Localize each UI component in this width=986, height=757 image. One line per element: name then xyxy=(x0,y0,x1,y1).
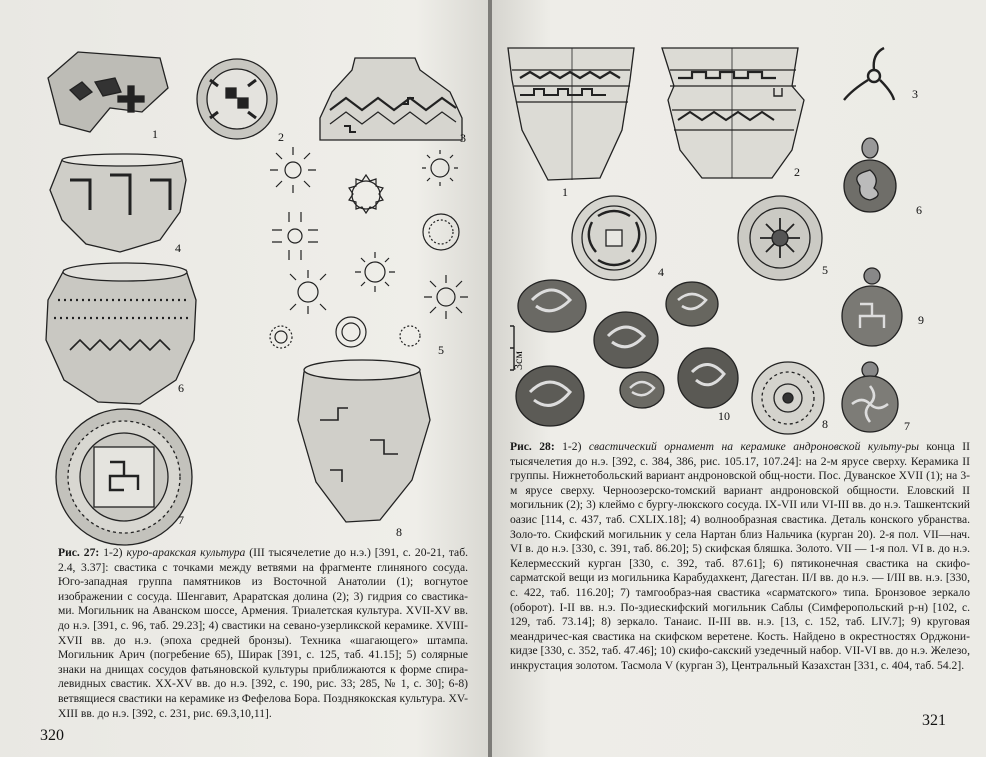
fig27-label-4: 4 xyxy=(175,241,181,255)
left-page xyxy=(0,0,490,757)
caption-body: (III тысячелетие до н.э.) [391, с. 20-21, таб. 2.4, 3.37]: свастика с точками между ветвями на фрагменте глиняного сосуда. Юго-западная группа памятников из Восточной Анатолии (1); вогнутое изображении с сосуда. Шенгавит, Араратская долина (2); 3) гидрия со свастика-ми. Могильник на Аванском шоссе, Армения. Триалетская культура. XVII-XV вв. до н.э. [391, с. 96, таб. 29.23]; 4) свастики на севано-узерликской керамике. XVIII-XVII вв. до н.э. (эпоха средней бронзы). Техника «шагающего» штампа. Могильник Арич (погребение 65), Ширак [391, с. 125, таб. 41.15]; 5) солярные знаки на днищах сосудов фатьяновской культуры приближаются к форме спира-левидных свастик. XX-XV вв. до н.э. [392, с. 190, рис. 33; 285, № 1, с. 30]; 6-8) ветвящиеся свастики на керамике из Фефелова Бора. Позднякокская культура. XV-XIII вв. до н.э. [392, с. 231, рис. 69.3,10,11]. xyxy=(58,546,468,720)
sherd-fragment-illustration xyxy=(48,52,168,132)
fig27-label-7: 7 xyxy=(178,513,184,527)
fig28-label-5: 5 xyxy=(822,263,828,277)
page-number-right: 321 xyxy=(922,712,946,729)
fig27-label-8: 8 xyxy=(396,525,402,539)
fig27-label-2: 2 xyxy=(278,130,284,144)
andronovo-vessel-2-illustration xyxy=(662,48,804,178)
fig28-label-2: 2 xyxy=(794,165,800,179)
tamga-mirror-illustration xyxy=(842,362,898,432)
fig27-label-5: 5 xyxy=(438,343,444,357)
dotted-pot-illustration xyxy=(46,263,196,404)
fig27-label-1: 1 xyxy=(152,127,158,141)
scythian-plaque-illustration xyxy=(738,196,822,280)
swirl-disks-illustration xyxy=(516,280,738,426)
fig27-label-3: 3 xyxy=(460,131,466,145)
meander-spindle-illustration xyxy=(842,268,902,346)
mirror-illustration xyxy=(752,362,824,434)
caption-culture: куро-аракская культура xyxy=(126,546,246,559)
bowl-bottom-illustration xyxy=(197,59,277,139)
figure-27-caption xyxy=(58,546,468,721)
fig27-label-6: 6 xyxy=(178,381,184,395)
solar-signs-illustration xyxy=(270,147,468,348)
caption-lead: 1-2) xyxy=(554,440,589,453)
caption-body: конца II тысячелетия до н.э. [392, с. 384, 386, рис. 105.17, 107.24]: на 2-м ярусе сверху. Керамика II группы. Нижнетобольский вариант андроновской общ-ности. Пос. Дуванское XVII (1); на 3-м ярусе сверху. Черноозерско-томский вариант андроновской общности. Еловский II могильник (2); 3) клеймо с бургу-люкского сосуда. IX-VII или VI-III вв. до н.э. Ташкентский оазис [114, с. 437, таб. CXLIX.18]; 4) волнообразная свастика. Деталь конского убранства. Золо-то. Скифский могильник у села Нартан близ Нальчика (курган 20). 2-я пол. VII—нач. VI в. до н.э. [330, с. 391, таб. 86.20]; 5) скифская бляшка. Золото. VII — 1-я пол. VI в. до н.э. Келермесский курган [330, с. 392, таб. 87.61]; 6) пятиконечная свастика на скифо-сарматской вещи из могильника Карабудахкент, Дагестан. II/I вв. до н.э. — I/III вв. н.э. [330, с. 422, таб. 116.20]; 7) тамгообраз-ная свастика «сарматского» типа. Бронзовое зеркало (оборот). I-II вв. н.э. По-здиескифский могильник Саблы (Симферопольский р-н) [102, с. 129, таб. 73.14]; 8) зеркало. Танаис. II-III вв. н.э. [13, с. 152, таб. LIV.7]; 9) круговая меандричес-кая свастика на скифском веретене. Кость. Найдено в окрестностях Орджони-кидзе [330, с. 352, таб. 47.46]; 10) скифо-сакский узедечный набор. VII-VI вв. до н.э. Железо, инкрустация золотом. Тасмола V (курган 3), Центральный Казахстан [331, с. 404, таб. 54.2]. xyxy=(510,440,970,672)
fig28-label-8: 8 xyxy=(822,417,828,431)
five-armed-pendant-illustration xyxy=(844,138,896,212)
caption-fig-number: Рис. 27: xyxy=(58,546,100,559)
andronovo-vessel-1-illustration xyxy=(508,48,634,180)
caption-fig-number: Рис. 28: xyxy=(510,440,555,453)
fig28-label-6: 6 xyxy=(916,203,922,217)
right-page xyxy=(492,0,986,757)
fig28-label-1: 1 xyxy=(562,185,568,199)
caption-lead: 1-2) xyxy=(99,546,127,559)
fig28-label-4: 4 xyxy=(658,265,664,279)
tall-vessel-illustration xyxy=(298,360,430,522)
meander-disk-illustration xyxy=(56,409,192,545)
page-number-left: 320 xyxy=(40,727,64,744)
fig28-label-9: 9 xyxy=(918,313,924,327)
scale-label: 3см xyxy=(511,351,525,370)
fig28-label-10: 10 xyxy=(718,409,730,423)
hydria-illustration xyxy=(320,58,462,140)
pot-illustration xyxy=(50,154,186,252)
figure-28-caption xyxy=(510,440,970,674)
caption-culture: свастический орнамент на керамике андроновской культу-ры xyxy=(588,440,919,453)
fig28-label-7: 7 xyxy=(904,419,910,433)
three-armed-sign-illustration xyxy=(844,48,894,100)
fig28-label-3: 3 xyxy=(912,87,918,101)
wave-swastika-disk-illustration xyxy=(572,196,656,280)
